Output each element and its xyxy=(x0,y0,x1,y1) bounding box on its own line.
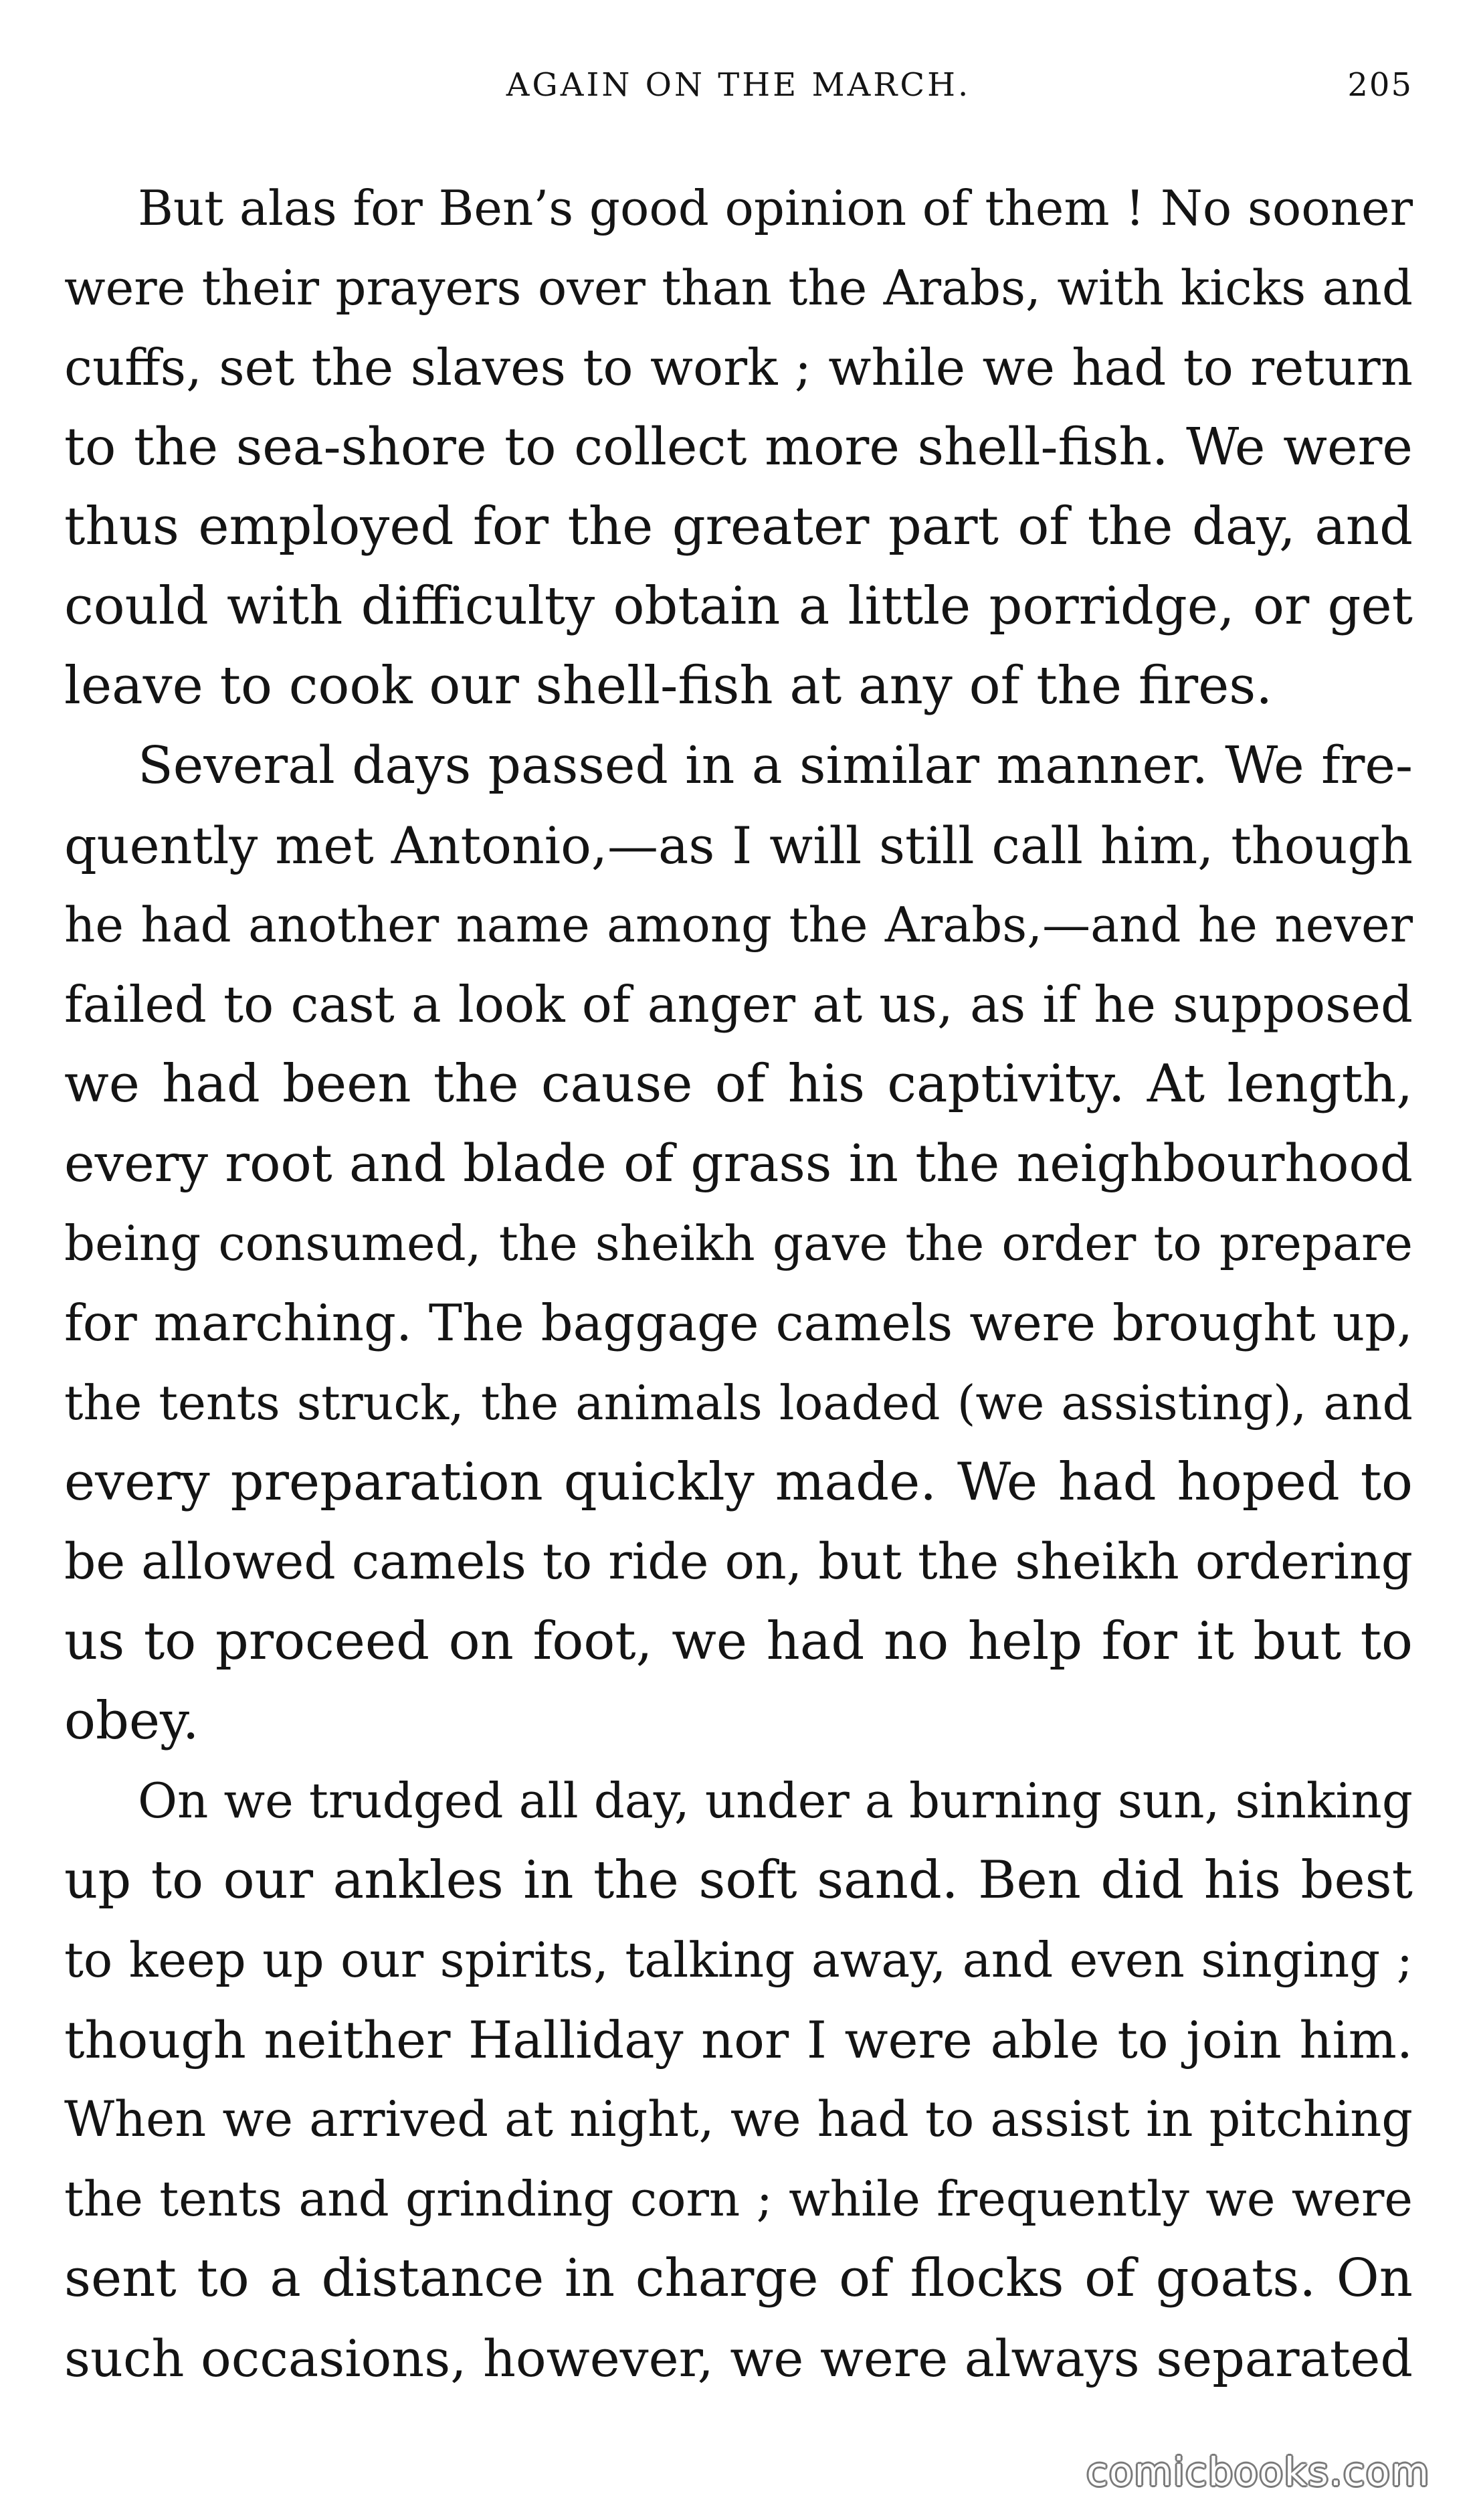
watermark-text: comicbooks.com xyxy=(1086,2449,1430,2495)
text-line: every root and blade of grass in the neighbourhood xyxy=(64,1134,1413,1194)
text-line: Several days passed in a similar manner. We fre- xyxy=(138,736,1413,796)
text-line: he had another name among the Arabs,—and he never xyxy=(64,897,1413,953)
text-line: failed to cast a look of anger at us, as if he supposed xyxy=(64,975,1413,1034)
text-line: be allowed camels to ride on, but the sheikh ordering xyxy=(64,1533,1413,1591)
text-line: cuffs, set the slaves to work ; while we had to return xyxy=(64,338,1413,397)
text-line: up to our ankles in the soft sand. Ben did his best xyxy=(64,1850,1413,1910)
text-line: When we arrived at night, we had to assist in pitching xyxy=(64,2091,1413,2148)
text-line: though neither Halliday nor I were able to join him. xyxy=(64,2010,1413,2070)
text-line: On we trudged all day, under a burning sun, sinking xyxy=(138,1773,1413,1829)
text-line: were their prayers over than the Arabs, with kicks and xyxy=(64,260,1413,316)
text-line: for marching. The baggage camels were brought up, xyxy=(64,1293,1413,1352)
text-line: being consumed, the sheikh gave the order to prepare xyxy=(64,1215,1413,1271)
text-line: could with difficulty obtain a little porridge, or get xyxy=(64,576,1413,636)
text-line: us to proceed on foot, we had no help for it but to xyxy=(64,1611,1413,1672)
text-line: the tents struck, the animals loaded (we assisting), and xyxy=(64,1375,1413,1431)
text-line: every preparation quickly made. We had hoped to xyxy=(64,1452,1413,1512)
text-line: obey. xyxy=(64,1691,199,1751)
running-title: AGAIN ON THE MARCH. xyxy=(506,66,971,104)
text-line: sent to a distance in charge of flocks of goats. On xyxy=(64,2248,1413,2309)
text-line: we had been the cause of his captivity. At length, xyxy=(64,1054,1413,1114)
running-head xyxy=(64,62,1413,108)
page-number: 205 xyxy=(1347,66,1413,104)
text-line: to keep up our spirits, talking away, and even singing ; xyxy=(64,1932,1413,1988)
text-line: to the sea-shore to collect more shell-fish. We were xyxy=(64,418,1413,477)
text-line: thus employed for the greater part of the day, and xyxy=(64,497,1413,557)
body-text xyxy=(64,169,1413,2398)
text-line: But alas for Ben’s good opinion of them ! No sooner xyxy=(138,180,1413,236)
text-line: such occasions, however, we were always separated xyxy=(64,2329,1413,2388)
text-line: the tents and grinding corn ; while frequently we were xyxy=(64,2171,1413,2227)
text-line: leave to cook our shell-fish at any of the fires. xyxy=(64,656,1273,716)
text-line: quently met Antonio,—as I will still call him, though xyxy=(64,816,1413,875)
